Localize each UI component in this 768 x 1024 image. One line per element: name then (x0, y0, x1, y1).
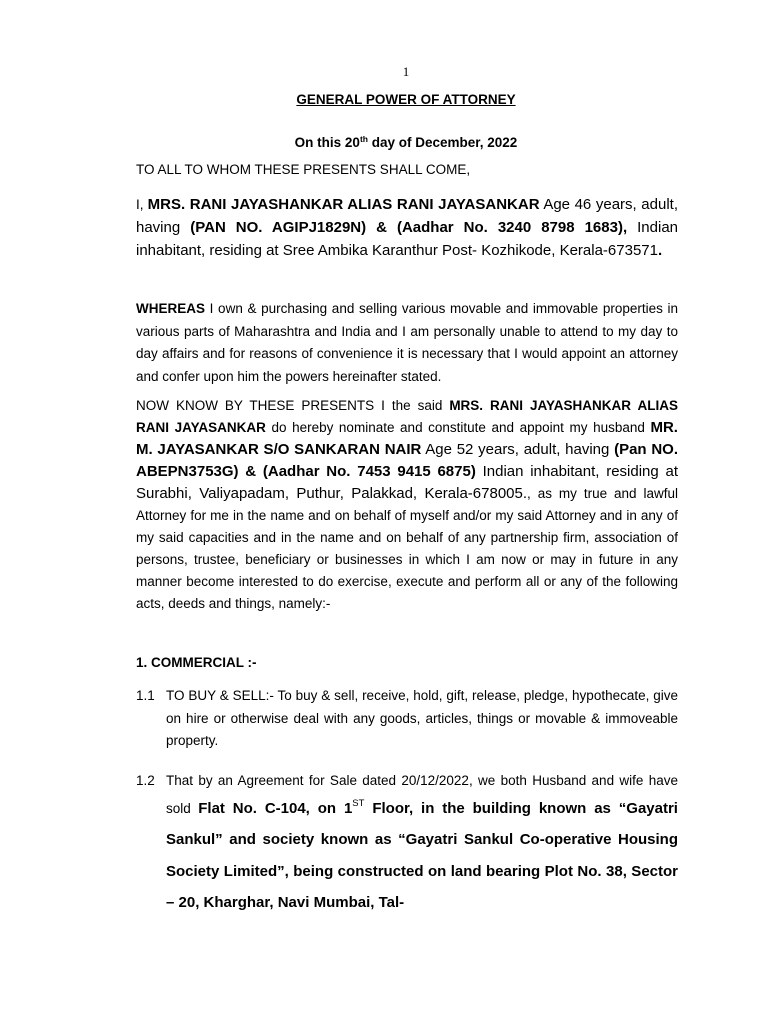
intro-age: Age 46 years, adult, having (136, 196, 678, 236)
nomination-rest: , as my true and lawful Attorney for me in the name and on behalf of myself and/or my said Attorney and in any of my said capacities and in the name and on behalf of any partnership firm, association of persons, trustee, beneficiary or businesses in which I am now or may in future in any manner become interested to do exercise, execute and perform all or any of the following acts, deeds and things, namely:- (136, 486, 679, 611)
salutation: TO ALL TO WHOM THESE PRESENTS SHALL COME, (136, 162, 471, 177)
date-suffix: day of December, 2022 (367, 135, 518, 150)
section-heading-commercial: 1. COMMERCIAL :- (136, 655, 257, 670)
principal-ids: (PAN NO. AGIPJ1829N) & (Aadhar No. 3240 8798 1683), (190, 219, 628, 236)
date-ordinal: th (359, 134, 368, 144)
whereas-lead: WHEREAS (136, 301, 206, 316)
whereas-text: I own & purchasing and selling various movable and immovable properties in various parts of Maharashtra and India and I am personally unable to attend to my day to day affairs and for reasons of convenience it is necessary that I would appoint an attorney and confer upon him the powers hereinafter stated. (136, 301, 678, 385)
property-details: Floor, in the building known as “Gayatri Sankul” and society known as “Gayatri Sankul Co-operative Housing Society Limited”, being constructed on land bearing Plot No. 38, Sector – 20, Kharghar, Navi Mumbai, Tal- (166, 799, 678, 911)
attorney-ids: (Pan NO. ABEPN3753G) & (Aadhar No. 7453 9415 6875) (136, 441, 679, 480)
attorney-age: Age 52 years, adult, having (421, 441, 615, 458)
clause-number: 1.2 (136, 773, 155, 788)
whereas-paragraph (136, 298, 678, 389)
clause-1-2 (136, 770, 678, 919)
attorney-residence: Indian inhabitant, residing at Surabhi, Valiyapadam, Puthur, Palakkad, Kerala-678005. (136, 463, 678, 502)
principal-name: MRS. RANI JAYASHANKAR ALIAS RANI JAYASANKAR (147, 196, 540, 213)
clause-number: 1.1 (136, 688, 155, 703)
document-date (0, 135, 768, 150)
intro-paragraph (136, 193, 678, 262)
nomination-mid: do hereby nominate and constitute and appoint my husband (265, 420, 651, 435)
clause-text: TO BUY & SELL:- To buy & sell, receive, hold, gift, release, pledge, hypothecate, give on hire or otherwise deal with any goods, articles, things or movable & immoveable property. (166, 688, 678, 748)
nomination-principal-name: MRS. RANI JAYASHANKAR ALIAS RANI JAYASANKAR (136, 398, 678, 435)
nomination-paragraph (136, 395, 678, 615)
clause-text (166, 770, 678, 919)
principal-residence: Indian inhabitant, residing at Sree Ambika Karanthur Post- Kozhikode, Kerala-673571 (136, 219, 679, 259)
document-title: GENERAL POWER OF ATTORNEY (296, 92, 516, 107)
nomination-lead: NOW KNOW BY THESE PRESENTS I the said (136, 398, 450, 413)
page-number: 1 (402, 64, 410, 79)
floor-ordinal: ST (352, 797, 365, 809)
flat-description: Flat No. C-104, on 1 (198, 799, 353, 817)
date-prefix: On this 20 (294, 135, 360, 150)
intro-end: . (657, 242, 663, 259)
clause-1-1 (136, 685, 678, 753)
clause-lead: That by an Agreement for Sale dated 20/12/2022, we both Husband and wife have sold (166, 773, 678, 816)
intro-i: I, (136, 197, 148, 212)
attorney-name: MR. M. JAYASANKAR S/O SANKARAN NAIR (136, 419, 678, 458)
